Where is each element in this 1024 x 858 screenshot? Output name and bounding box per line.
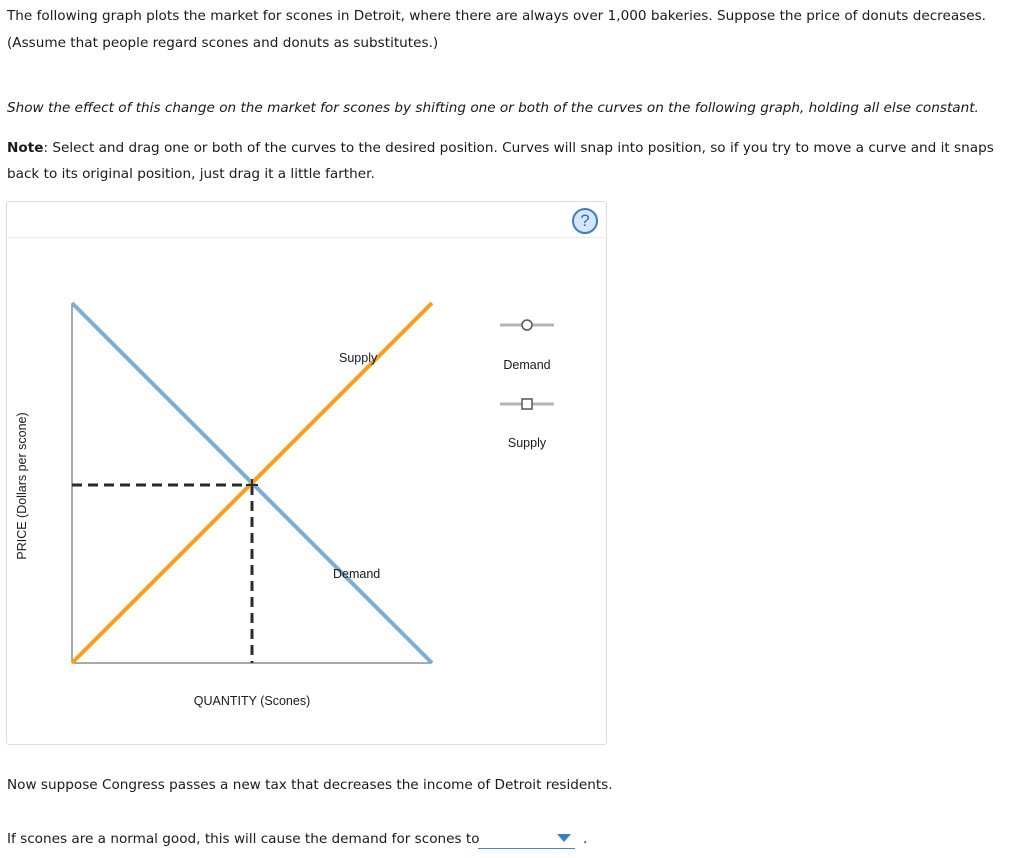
note-label: Note bbox=[7, 140, 44, 156]
question-period: . bbox=[583, 831, 588, 847]
legend-demand-label: Demand bbox=[503, 358, 551, 372]
demand-curve-label: Demand bbox=[333, 567, 381, 581]
legend-supply-tool[interactable] bbox=[500, 399, 554, 409]
intro-line-2: (Assume that people regard scones and donuts as substitutes.) bbox=[7, 35, 439, 51]
supply-curve-label: Supply bbox=[339, 351, 378, 365]
x-axis-label: QUANTITY (Scones) bbox=[193, 694, 311, 708]
legend-supply-label: Supply bbox=[507, 436, 547, 450]
instruction-text: Show the effect of this change on the market for scones by shifting one or both of the curves on the following graph, holding all else constant. bbox=[7, 100, 979, 116]
help-icon[interactable]: ? bbox=[572, 208, 598, 234]
chevron-down-icon bbox=[557, 834, 571, 842]
answer-dropdown[interactable] bbox=[478, 830, 575, 849]
intro-line-1: The following graph plots the market for scones in Detroit, where there are always over 1,000 bakeries. Suppose the price of donuts decreases. bbox=[7, 8, 986, 24]
scenario-text: Now suppose Congress passes a new tax that decreases the income of Detroit residents. bbox=[7, 777, 613, 793]
legend-demand-tool[interactable] bbox=[500, 320, 554, 330]
note-body: : Select and drag one or both of the curves to the desired position. Curves will snap into position, so if you try to move a curve and it snaps back to its original position, just drag it a little farther. bbox=[7, 140, 994, 182]
legend-square-icon bbox=[522, 399, 532, 409]
question-prompt: If scones are a normal good, this will cause the demand for scones to bbox=[7, 831, 480, 847]
y-axis-label: PRICE (Dollars per scone) bbox=[15, 412, 29, 560]
legend-circle-icon bbox=[522, 320, 532, 330]
